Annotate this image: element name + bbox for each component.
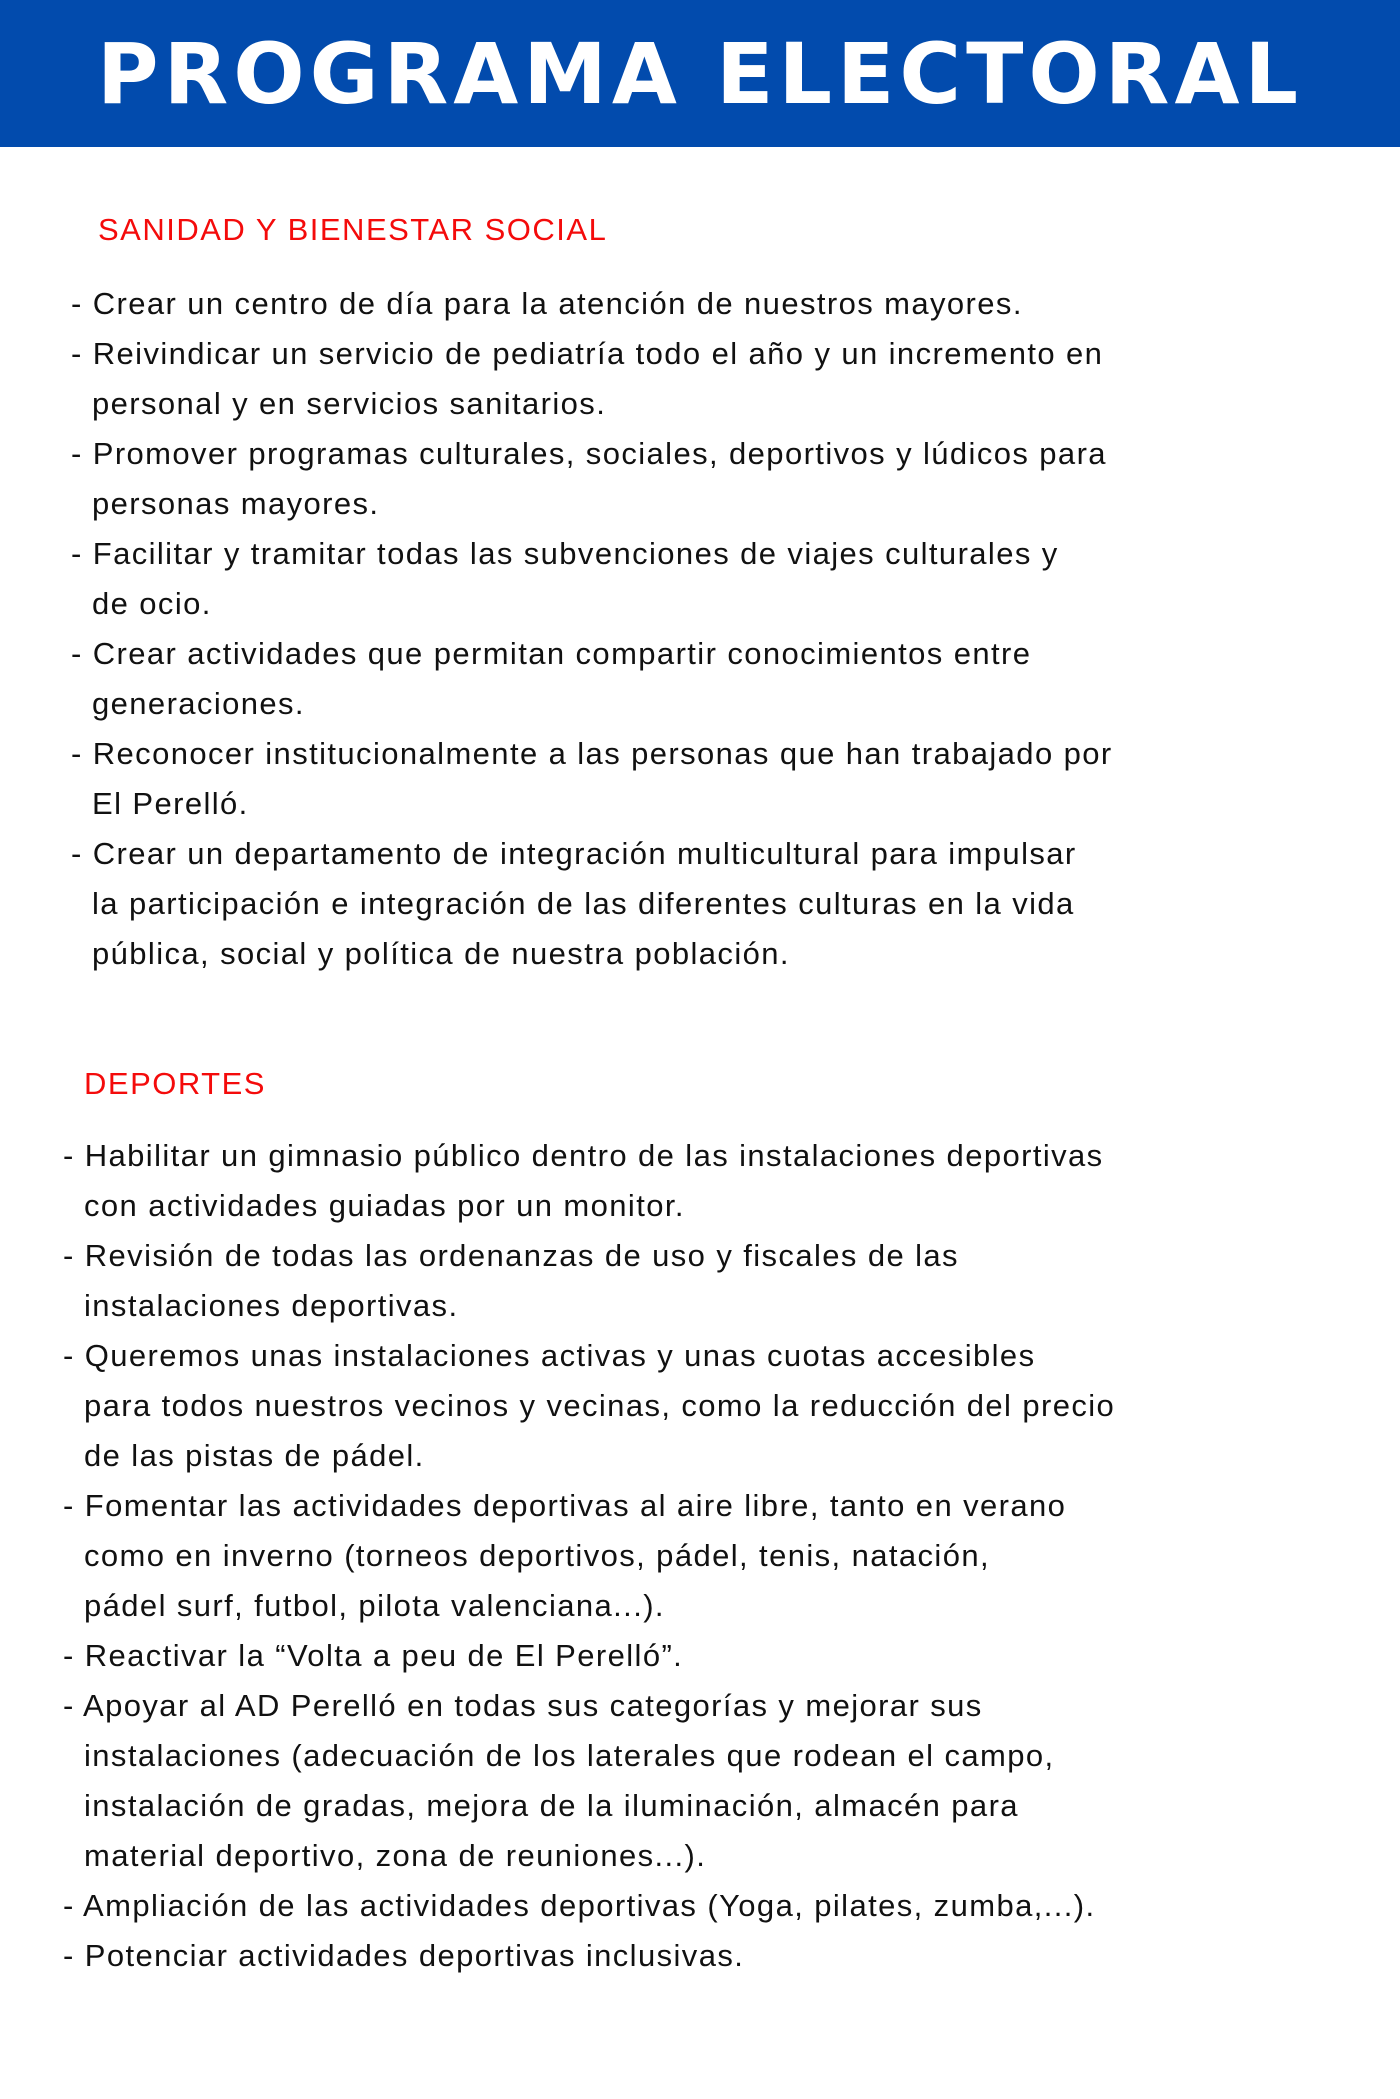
page-title: PROGRAMA ELECTORAL: [97, 24, 1303, 123]
section-title-deportes: DEPORTES: [84, 1066, 266, 1101]
list-item: [63, 1931, 1115, 1981]
item-text-continuation: de ocio.: [92, 586, 212, 621]
sanidad-list: [71, 279, 1113, 979]
list-item: [71, 629, 1113, 729]
item-text-continuation: generaciones.: [92, 686, 305, 721]
list-item: [63, 1131, 1115, 1231]
item-text-continuation: personas mayores.: [92, 486, 380, 521]
item-text: - Revisión de todas las ordenanzas de uso y fiscales de las: [63, 1238, 959, 1273]
item-text-continuation: pública, social y política de nuestra población.: [92, 936, 790, 971]
item-text: - Apoyar al AD Perelló en todas sus categorías y mejorar sus: [63, 1688, 983, 1723]
item-text: - Crear un departamento de integración multicultural para impulsar: [71, 836, 1077, 871]
item-text-continuation: pádel surf, futbol, pilota valenciana...).: [84, 1588, 665, 1623]
item-text-continuation: instalaciones deportivas.: [84, 1288, 459, 1323]
item-text: - Crear actividades que permitan compartir conocimientos entre: [71, 636, 1032, 671]
list-item: [71, 279, 1113, 329]
item-text-continuation: para todos nuestros vecinos y vecinas, como la reducción del precio: [84, 1388, 1116, 1423]
list-item: [63, 1331, 1115, 1481]
item-text-continuation: de las pistas de pádel.: [84, 1438, 425, 1473]
item-text: - Queremos unas instalaciones activas y unas cuotas accesibles: [63, 1338, 1036, 1373]
item-text: - Ampliación de las actividades deportivas (Yoga, pilates, zumba,...).: [63, 1888, 1096, 1923]
item-text: - Reactivar la “Volta a peu de El Perelló”.: [63, 1638, 684, 1673]
list-item: [71, 529, 1113, 629]
item-text: - Reivindicar un servicio de pediatría todo el año y un incremento en: [71, 336, 1104, 371]
item-text: - Habilitar un gimnasio público dentro de las instalaciones deportivas: [63, 1138, 1104, 1173]
list-item: [63, 1881, 1115, 1931]
item-text-continuation: El Perelló.: [92, 786, 249, 821]
item-text-continuation: instalación de gradas, mejora de la iluminación, almacén para: [84, 1788, 1019, 1823]
item-text-continuation: personal y en servicios sanitarios.: [92, 386, 607, 421]
item-text: - Crear un centro de día para la atención de nuestros mayores.: [71, 286, 1023, 321]
list-item: [63, 1681, 1115, 1881]
deportes-list: [63, 1131, 1115, 1981]
item-text-continuation: la participación e integración de las diferentes culturas en la vida: [92, 886, 1075, 921]
list-item: [71, 429, 1113, 529]
list-item: [71, 729, 1113, 829]
list-item: [71, 829, 1113, 979]
item-text-continuation: como en inverno (torneos deportivos, pádel, tenis, natación,: [84, 1538, 990, 1573]
list-item: [63, 1231, 1115, 1331]
item-text: - Facilitar y tramitar todas las subvenciones de viajes culturales y: [71, 536, 1059, 571]
section-title-sanidad: SANIDAD Y BIENESTAR SOCIAL: [98, 212, 608, 247]
item-text: - Potenciar actividades deportivas inclusivas.: [63, 1938, 745, 1973]
item-text: - Promover programas culturales, sociales, deportivos y lúdicos para: [71, 436, 1107, 471]
item-text-continuation: material deportivo, zona de reuniones...).: [84, 1838, 707, 1873]
list-item: [71, 329, 1113, 429]
item-text: - Reconocer institucionalmente a las personas que han trabajado por: [71, 736, 1113, 771]
list-item: [63, 1481, 1115, 1631]
header-banner: [0, 0, 1400, 147]
item-text: - Fomentar las actividades deportivas al aire libre, tanto en verano: [63, 1488, 1067, 1523]
item-text-continuation: instalaciones (adecuación de los laterales que rodean el campo,: [84, 1738, 1055, 1773]
item-text-continuation: con actividades guiadas por un monitor.: [84, 1188, 685, 1223]
list-item: [63, 1631, 1115, 1681]
